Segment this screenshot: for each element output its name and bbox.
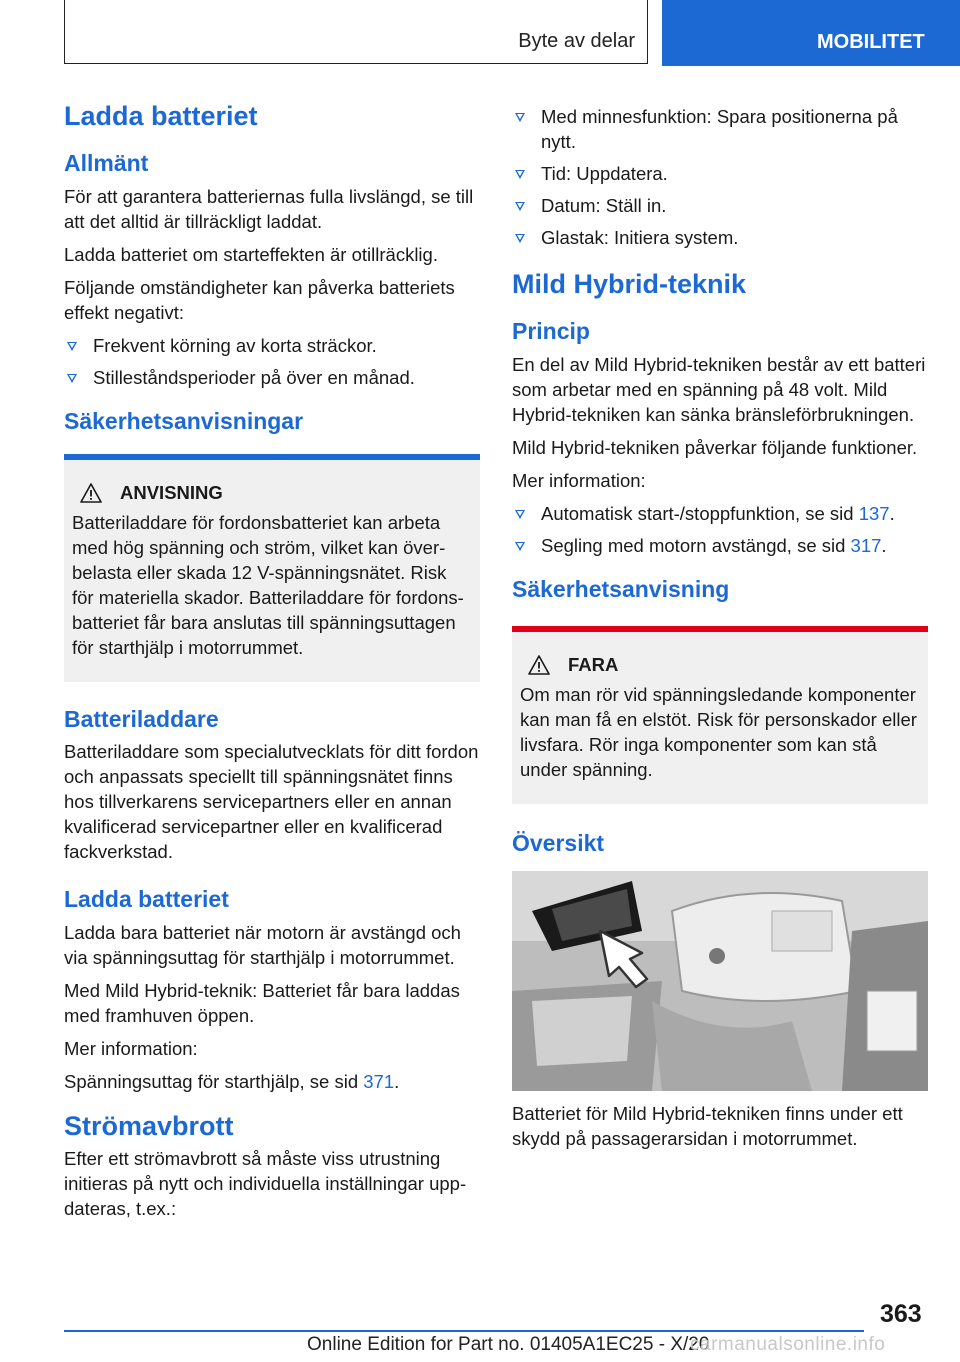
footer-divider	[64, 1330, 864, 1332]
danger-label: FARA	[568, 653, 619, 675]
reset-bullet-list	[512, 104, 928, 250]
notice-header	[80, 482, 472, 504]
stromavbrott-text: Efter ett strömavbrott så måste viss utrustning initieras på nytt och individuella inställningar uppdateras, t.ex.:	[64, 1148, 467, 1220]
danger-text: Om man rör vid spänningsledande komponenter kan man få en elstöt. Risk för personskador eller livsfara. Rör inga komponenter som kan stå under spänning.	[520, 683, 917, 780]
allmant-paragraph-2: Ladda batteriet om starteffekten är otillräcklig.	[64, 243, 438, 265]
heading-oversikt: Översikt	[512, 829, 605, 856]
list-item	[512, 225, 928, 250]
batteriladdare-text: Batteriladdare som specialutvecklats för ditt fordon och anpassats speciellt till spänningsnätet finns hos tillverkarens servicepartners eller en annan kvalificerad servicepartner eller en kvalificerad fackverkstad.	[64, 741, 479, 863]
header-chapter-tab[interactable]: MOBILITET	[662, 0, 960, 66]
list-item-text: Med minnesfunktion: Spara positionerna på nytt.	[541, 106, 898, 152]
princip-paragraph-2: Mild Hybrid-tekniken påverkar följande funktioner.	[512, 436, 918, 458]
engine-bay-image	[512, 871, 928, 1091]
bullet-triangle-icon	[515, 234, 525, 243]
danger-box	[512, 626, 928, 804]
list-item	[512, 193, 928, 218]
page-link-371[interactable]: 371	[363, 1070, 395, 1092]
hybrid-reference-list	[512, 501, 928, 558]
warning-triangle-icon	[80, 483, 102, 503]
page-link-137[interactable]: 137	[858, 502, 890, 524]
reference-text: Automatisk start-/stoppfunktion, se sid	[541, 502, 859, 524]
heading-princip: Princip	[512, 318, 590, 345]
bullet-triangle-icon	[67, 374, 77, 383]
notice-label: ANVISNING	[120, 481, 223, 503]
notice-box	[64, 454, 480, 682]
ladda-reference	[64, 1069, 480, 1094]
title-ladda-batteriet: Ladda batteriet	[64, 101, 258, 131]
heading-batteriladdare: Batteriladdare	[64, 705, 219, 732]
heading-sakerhetsanvisning: Säkerhetsanvisning	[512, 575, 730, 602]
bullet-triangle-icon	[515, 202, 525, 211]
reference-text: Segling med motorn avstängd, se sid	[541, 534, 851, 556]
princip-paragraph-3: Mer information:	[512, 469, 646, 491]
list-item-text: Tid: Uppdatera.	[541, 163, 668, 184]
bullet-triangle-icon	[67, 342, 77, 351]
overview-caption: Batteriet för Mild Hybrid-tekniken finns under ett skydd på passagerarsidan i motorrummet.	[512, 1103, 903, 1150]
reference-end: .	[889, 502, 895, 524]
allmant-bullet-list	[64, 333, 480, 390]
left-column	[64, 100, 480, 1229]
danger-header	[528, 654, 920, 676]
heading-sakerhetsanvisningar: Säkerhetsanvisningar	[64, 407, 304, 434]
bullet-triangle-icon	[515, 510, 525, 519]
ladda-paragraph-3: Mer information:	[64, 1037, 198, 1059]
reference-end: .	[881, 534, 887, 556]
bullet-triangle-icon	[515, 170, 525, 179]
ladda-paragraph-1: Ladda bara batteriet när motorn är avstängd och via spänningsuttag för starthjälp i motorrummet.	[64, 921, 461, 968]
list-item	[512, 501, 928, 526]
warning-triangle-icon	[528, 655, 550, 675]
list-item	[512, 161, 928, 186]
watermark-text: carmanualsonline.info	[690, 1334, 886, 1355]
reference-end: .	[394, 1070, 400, 1092]
list-item	[512, 533, 928, 558]
bullet-triangle-icon	[515, 113, 525, 122]
princip-paragraph-1: En del av Mild Hybrid-tekniken består av ett batteri som arbetar med en spänning på 48 volt. Mild Hybrid-tekniken kan sänka bränsleförbrukningen.	[512, 353, 926, 425]
notice-text: Batteriladdare för fordonsbatteriet kan arbeta med hög spänning och ström, vilket kan överbelasta eller skada 12 V-spänningsnätet. Risk för materiella skador. Batteriladdare för fordonsbatteriet får bara anslutas till spänningsuttagen för starthjälp i motorrummet.	[72, 511, 464, 658]
allmant-paragraph-1: För att garantera batteriernas fulla livslängd, se till att det alltid är tillräckligt laddat.	[64, 185, 474, 232]
list-item-text: Stilleståndsperioder på över en månad.	[93, 366, 415, 388]
title-mild-hybrid: Mild Hybrid-teknik	[512, 269, 747, 299]
heading-ladda-batteriet: Ladda batteriet	[64, 886, 229, 913]
list-item-text: Frekvent körning av korta sträckor.	[93, 334, 377, 356]
right-column	[512, 104, 928, 1159]
footer-edition-text: Online Edition for Part no. 01405A1EC25 - X/20	[307, 1334, 710, 1355]
list-item-text: Glastak: Initiera system.	[541, 227, 739, 248]
reference-text: Spänningsuttag för starthjälp, se sid	[64, 1070, 364, 1092]
ladda-paragraph-2: Med Mild Hybrid-teknik: Batteriet får bara laddas med framhuven öppen.	[64, 979, 460, 1026]
title-stromavbrott: Strömavbrott	[64, 1110, 234, 1141]
allmant-paragraph-3: Följande omständigheter kan påverka batteriets effekt negativt:	[64, 276, 455, 323]
page-link-317[interactable]: 317	[850, 534, 882, 556]
list-item	[512, 104, 928, 154]
list-item	[64, 333, 480, 358]
page-number: 363	[880, 1300, 922, 1328]
bullet-triangle-icon	[515, 542, 525, 551]
list-item	[64, 365, 480, 390]
heading-allmant: Allmänt	[64, 150, 149, 177]
header-section-title: Byte av delar	[518, 30, 635, 52]
list-item-text: Datum: Ställ in.	[541, 195, 667, 216]
